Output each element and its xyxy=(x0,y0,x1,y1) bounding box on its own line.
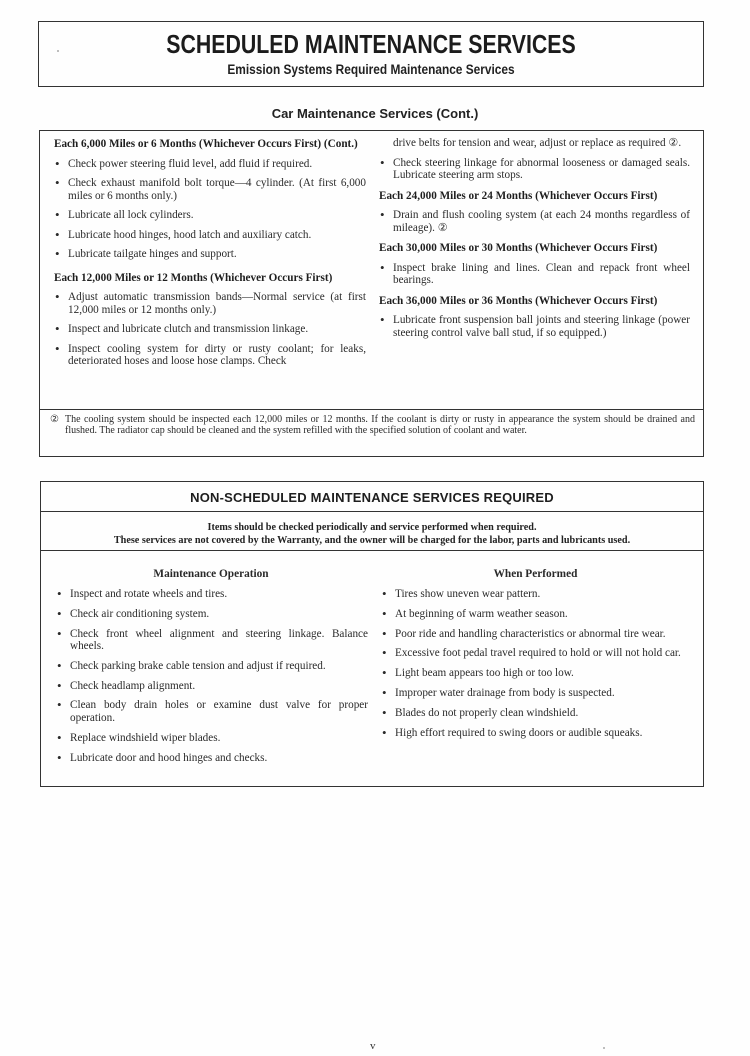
list-item: • Adjust automatic transmission bands—Normal service (at first 12,000 miles or 12 months only.) xyxy=(54,291,366,316)
list-item: • Check front wheel alignment and steering linkage. Balance wheels. xyxy=(56,628,368,653)
interval-list xyxy=(54,158,366,261)
list-item: • Check headlamp alignment. xyxy=(56,680,368,693)
column-header-operation: Maintenance Operation xyxy=(153,568,269,580)
section-title: Car Maintenance Services (Cont.) xyxy=(271,106,479,121)
list-item: • Check exhaust manifold bolt torque—4 cylinder. (At first 6,000 miles or 6 months only.) xyxy=(54,177,366,202)
interval-list xyxy=(379,137,690,182)
list-item: • Check air conditioning system. xyxy=(56,608,368,621)
operations-column xyxy=(56,588,368,771)
list-item: • Replace windshield wiper blades. xyxy=(56,732,368,745)
list-item: • Poor ride and handling characteristics or abnormal tire wear. xyxy=(381,628,691,641)
list-item: • Inspect cooling system for dirty or rusty coolant; for leaks, deteriorated hoses and loose hose clamps. Check xyxy=(54,343,366,368)
page-title: SCHEDULED MAINTENANCE SERVICES xyxy=(166,29,576,59)
interval-list xyxy=(379,262,690,287)
header-box xyxy=(38,21,704,87)
non-scheduled-note xyxy=(41,521,703,547)
footnote-text: The cooling system should be inspected each 12,000 miles or 12 months. If the coolant is dirty or rusty in appearance the system should be drained and flushed. The radiator cap should be cleaned and the system refilled with the specified solution of coolant and water. xyxy=(65,414,695,436)
list-item: • Clean body drain holes or examine dust valve for proper operation. xyxy=(56,699,368,724)
when-list xyxy=(381,588,691,739)
list-item: • High effort required to swing doors or audible squeaks. xyxy=(381,727,691,740)
interval-heading: Each 24,000 Miles or 24 Months (Whichever Occurs First) xyxy=(379,189,658,202)
list-item: • At beginning of warm weather season. xyxy=(381,608,691,621)
note-line-2: These services are not covered by the Warranty, and the owner will be charged for the labor, parts and lubricants used. xyxy=(113,535,631,546)
divider xyxy=(41,550,703,551)
footnote xyxy=(50,414,695,436)
scheduled-right-column xyxy=(379,137,690,346)
column-header-when: When Performed xyxy=(493,568,578,580)
divider xyxy=(41,511,703,512)
list-item: • Tires show uneven wear pattern. xyxy=(381,588,691,601)
list-item: • Lubricate front suspension ball joints and steering linkage (power steering control valve ball stud, if so equipped.) xyxy=(379,314,690,339)
interval-heading: Each 36,000 Miles or 36 Months (Whichever Occurs First) xyxy=(379,294,658,307)
non-scheduled-title: NON-SCHEDULED MAINTENANCE SERVICES REQUIRED xyxy=(190,490,554,505)
list-item: • Lubricate door and hood hinges and checks. xyxy=(56,752,368,765)
scan-speck xyxy=(57,50,59,52)
list-item: • Improper water drainage from body is suspected. xyxy=(381,687,691,700)
page-subtitle: Emission Systems Required Maintenance Services xyxy=(227,62,515,77)
list-item: • Light beam appears too high or too low. xyxy=(381,667,691,680)
list-item: • Excessive foot pedal travel required to hold or will not hold car. xyxy=(381,647,691,660)
list-item: • Blades do not properly clean windshield. xyxy=(381,707,691,720)
interval-heading: Each 6,000 Miles or 6 Months (Whichever Occurs First) (Cont.) xyxy=(54,138,358,150)
interval-heading: Each 12,000 Miles or 12 Months (Whichever Occurs First) xyxy=(54,271,333,284)
scheduled-left-column xyxy=(54,138,366,368)
interval-list xyxy=(379,314,690,339)
list-item: • Inspect and lubricate clutch and transmission linkage. xyxy=(54,323,366,336)
list-item: • Lubricate hood hinges, hood latch and auxiliary catch. xyxy=(54,229,366,242)
list-item: • Lubricate all lock cylinders. xyxy=(54,209,366,222)
list-item-continuation: drive belts for tension and wear, adjust or replace as required ②. xyxy=(393,137,682,149)
list-item: • Check steering linkage for abnormal looseness or damaged seals. Lubricate steering arm stops. xyxy=(379,157,690,182)
interval-heading: Each 30,000 Miles or 30 Months (Whichever Occurs First) xyxy=(379,242,658,254)
list-item: • Lubricate tailgate hinges and support. xyxy=(54,248,366,261)
scheduled-services-box xyxy=(39,130,704,457)
list-item: • Inspect and rotate wheels and tires. xyxy=(56,588,368,601)
interval-list xyxy=(379,209,690,234)
operations-list xyxy=(56,588,368,764)
page-number: v xyxy=(370,1040,376,1052)
list-item: • Inspect brake lining and lines. Clean and repack front wheel bearings. xyxy=(379,262,690,287)
list-item: • Drain and flush cooling system (at each 24 months regardless of mileage). ② xyxy=(379,209,690,234)
interval-list xyxy=(54,291,366,368)
list-item: • Check power steering fluid level, add fluid if required. xyxy=(54,158,366,171)
when-performed-column xyxy=(381,588,691,746)
footnote-mark: ② xyxy=(50,414,59,425)
footnote-divider xyxy=(40,409,703,410)
scan-speck xyxy=(603,1047,605,1049)
note-line-1: Items should be checked periodically and service performed when required. xyxy=(207,522,537,533)
non-scheduled-services-box xyxy=(40,481,704,787)
list-item: • Check parking brake cable tension and adjust if required. xyxy=(56,660,368,673)
